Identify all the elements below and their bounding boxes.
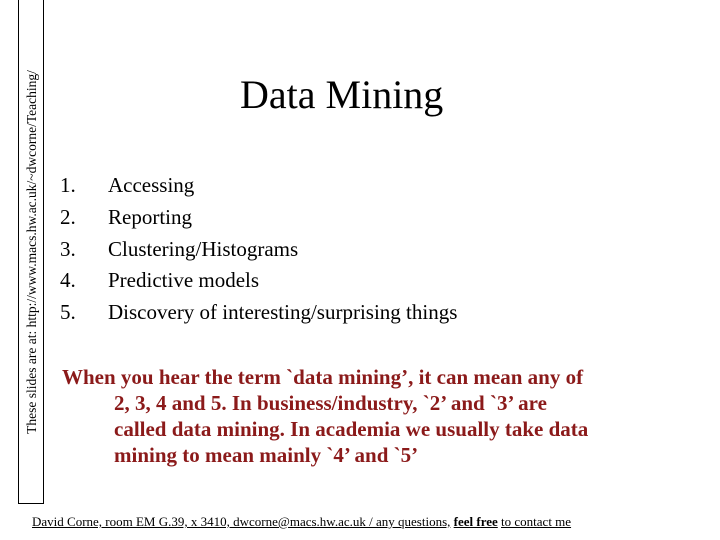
list-item [60, 297, 457, 329]
slides-url-note: These slides are at: http://www.macs.hw.ac.uk/~dwcorne/Teaching/ [24, 70, 39, 434]
list-text: Discovery of interesting/surprising things [108, 300, 458, 325]
list-text: Clustering/Histograms [108, 236, 299, 261]
note-line: 2, 3, 4 and 5. In business/industry, `2’ and `3’ are [114, 391, 547, 415]
slide-title: Data Mining [240, 72, 444, 117]
list-item [60, 170, 457, 202]
footer-tail: to contact me [501, 514, 572, 529]
note-line: called data mining. In academia we usually take data [114, 417, 589, 441]
list-number: 5. [60, 300, 76, 325]
footer-emphasis: feel free [453, 514, 498, 529]
data-mining-note [62, 364, 682, 468]
list-number: 4. [60, 268, 76, 293]
contact-footer [32, 514, 571, 530]
list-item [60, 234, 457, 266]
list-number: 2. [60, 204, 76, 229]
note-line: When you hear the term `data mining’, it can mean any of [62, 365, 584, 389]
list-text: Accessing [108, 173, 195, 197]
list-number: 3. [60, 236, 76, 261]
list-text: Predictive models [108, 268, 260, 293]
list-item [60, 202, 457, 234]
list-text: Reporting [108, 204, 192, 229]
list-number: 1. [60, 173, 76, 197]
note-line: mining to mean mainly `4’ and `5’ [114, 443, 419, 467]
footer-contact: David Corne, room EM G.39, x 3410, dwcorne@macs.hw.ac.uk / any questions, [32, 514, 451, 529]
topic-list [60, 170, 457, 329]
list-item [60, 265, 457, 297]
